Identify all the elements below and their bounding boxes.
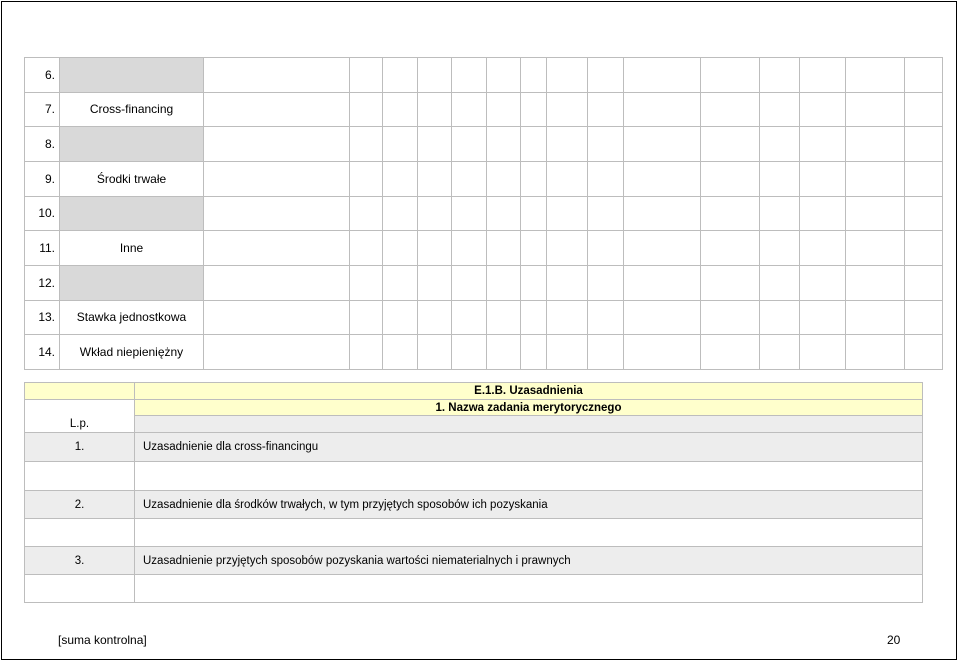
row-number: 14.: [25, 335, 60, 370]
grid-row: [25, 300, 943, 335]
grid-cell[interactable]: [760, 127, 800, 162]
row-number: 8.: [25, 127, 60, 162]
task-name-label: 1. Nazwa zadania merytorycznego: [135, 400, 923, 416]
grid-cell[interactable]: [487, 196, 521, 231]
grid-cell[interactable]: [521, 127, 547, 162]
grid-cell[interactable]: [846, 265, 905, 300]
grid-cell[interactable]: [452, 231, 487, 266]
grid-cell[interactable]: [418, 300, 452, 335]
task-name-input[interactable]: [135, 416, 923, 433]
row-number: 11.: [25, 231, 60, 266]
grid-cell[interactable]: [204, 58, 350, 93]
grid-cell[interactable]: [624, 161, 701, 196]
grid-row: [25, 265, 943, 300]
grid-cell[interactable]: [846, 231, 905, 266]
grid-cell[interactable]: [905, 300, 943, 335]
row-number: 6.: [25, 58, 60, 93]
grid-cell[interactable]: [350, 196, 383, 231]
grid-cell[interactable]: [588, 265, 624, 300]
row-number: 10.: [25, 196, 60, 231]
grid-cell[interactable]: [487, 335, 521, 370]
grid-cell[interactable]: [547, 265, 588, 300]
grid-row: [25, 196, 943, 231]
grid-cell[interactable]: [588, 161, 624, 196]
grid-cell[interactable]: [521, 265, 547, 300]
grid-cell[interactable]: [350, 92, 383, 127]
grid-cell[interactable]: [588, 196, 624, 231]
grid-cell[interactable]: [350, 265, 383, 300]
grid-cell[interactable]: [701, 196, 760, 231]
item-2-input[interactable]: [135, 519, 923, 547]
row-number: 7.: [25, 92, 60, 127]
grid-cell[interactable]: [452, 196, 487, 231]
grid-cell[interactable]: [418, 335, 452, 370]
grid-cell[interactable]: [905, 265, 943, 300]
section-title: E.1.B. Uzasadnienia: [135, 383, 923, 400]
justification-table: [24, 382, 923, 603]
row-label: Stawka jednostkowa: [60, 300, 204, 335]
grid-cell[interactable]: [383, 231, 418, 266]
grid-cell[interactable]: [547, 161, 588, 196]
grid-cell[interactable]: [383, 161, 418, 196]
grid-cell[interactable]: [452, 300, 487, 335]
row-label: Środki trwałe: [60, 161, 204, 196]
grid-cell[interactable]: [588, 127, 624, 162]
grid-cell[interactable]: [846, 335, 905, 370]
grid-cell[interactable]: [624, 127, 701, 162]
grid-cell[interactable]: [547, 92, 588, 127]
grid-cell[interactable]: [701, 92, 760, 127]
grid-cell[interactable]: [905, 58, 943, 93]
grid-cell[interactable]: [701, 300, 760, 335]
item-1-label: Uzasadnienie dla cross-financingu: [135, 433, 923, 462]
grid-cell[interactable]: [800, 196, 846, 231]
grid-cell[interactable]: [383, 196, 418, 231]
row-label: [60, 127, 204, 162]
grid-cell[interactable]: [418, 231, 452, 266]
grid-cell[interactable]: [624, 300, 701, 335]
grid-row: [25, 231, 943, 266]
grid-cell[interactable]: [350, 231, 383, 266]
row-number: 13.: [25, 300, 60, 335]
row-label: Cross-financing: [60, 92, 204, 127]
grid-cell[interactable]: [624, 265, 701, 300]
row-number: 12.: [25, 265, 60, 300]
grid-cell[interactable]: [452, 335, 487, 370]
grid-cell[interactable]: [487, 92, 521, 127]
grid-cell[interactable]: [452, 161, 487, 196]
grid-cell[interactable]: [204, 231, 350, 266]
grid-cell[interactable]: [624, 196, 701, 231]
page-number: 20: [887, 633, 901, 647]
grid-cell[interactable]: [760, 58, 800, 93]
grid-cell[interactable]: [547, 127, 588, 162]
grid-cell[interactable]: [521, 92, 547, 127]
grid-cell[interactable]: [204, 127, 350, 162]
grid-cell[interactable]: [701, 265, 760, 300]
grid-cell[interactable]: [800, 92, 846, 127]
grid-cell[interactable]: [350, 335, 383, 370]
grid-cell[interactable]: [701, 335, 760, 370]
grid-cell[interactable]: [452, 127, 487, 162]
grid-cell[interactable]: [350, 161, 383, 196]
grid-cell[interactable]: [204, 161, 350, 196]
row-label: [60, 58, 204, 93]
grid-cell[interactable]: [905, 231, 943, 266]
grid-cell[interactable]: [800, 58, 846, 93]
grid-cell[interactable]: [905, 196, 943, 231]
grid-cell[interactable]: [760, 92, 800, 127]
grid-cell[interactable]: [383, 58, 418, 93]
grid-cell[interactable]: [905, 92, 943, 127]
grid-cell[interactable]: [418, 92, 452, 127]
grid-cell[interactable]: [760, 265, 800, 300]
grid-cell[interactable]: [588, 58, 624, 93]
grid-cell[interactable]: [624, 58, 701, 93]
grid-cell[interactable]: [487, 161, 521, 196]
grid-cell[interactable]: [701, 58, 760, 93]
grid-cell[interactable]: [846, 58, 905, 93]
grid-cell[interactable]: [487, 127, 521, 162]
grid-cell[interactable]: [624, 231, 701, 266]
grid-row: [25, 58, 943, 93]
grid-cell[interactable]: [418, 127, 452, 162]
grid-cell[interactable]: [701, 231, 760, 266]
grid-cell[interactable]: [452, 265, 487, 300]
item-2-num: 2.: [25, 491, 135, 519]
grid-cell[interactable]: [383, 127, 418, 162]
grid-cell[interactable]: [487, 300, 521, 335]
budget-grid: [24, 57, 943, 370]
grid-cell[interactable]: [521, 300, 547, 335]
grid-cell[interactable]: [588, 300, 624, 335]
grid-cell[interactable]: [383, 335, 418, 370]
grid-cell[interactable]: [547, 58, 588, 93]
row-label: Inne: [60, 231, 204, 266]
grid-cell[interactable]: [204, 92, 350, 127]
grid-cell[interactable]: [418, 265, 452, 300]
grid-cell[interactable]: [204, 335, 350, 370]
grid-cell[interactable]: [624, 335, 701, 370]
grid-row: [25, 127, 943, 162]
grid-cell[interactable]: [521, 161, 547, 196]
grid-cell[interactable]: [204, 265, 350, 300]
item-3-num: 3.: [25, 547, 135, 575]
grid-cell[interactable]: [350, 58, 383, 93]
grid-row: [25, 161, 943, 196]
lp-header: L.p.: [25, 400, 135, 433]
grid-cell[interactable]: [800, 127, 846, 162]
grid-cell[interactable]: [521, 58, 547, 93]
item-3-input[interactable]: [135, 575, 923, 603]
grid-cell[interactable]: [418, 58, 452, 93]
grid-row: [25, 92, 943, 127]
grid-cell[interactable]: [452, 58, 487, 93]
item-2-label: Uzasadnienie dla środków trwałych, w tym przyjętych sposobów ich pozyskania: [135, 491, 923, 519]
grid-cell[interactable]: [846, 92, 905, 127]
grid-cell[interactable]: [547, 196, 588, 231]
grid-cell[interactable]: [204, 300, 350, 335]
row-label: Wkład niepieniężny: [60, 335, 204, 370]
row-label: [60, 196, 204, 231]
grid-cell[interactable]: [800, 161, 846, 196]
grid-cell[interactable]: [521, 231, 547, 266]
grid-cell[interactable]: [547, 300, 588, 335]
grid-cell[interactable]: [800, 335, 846, 370]
grid-cell[interactable]: [760, 335, 800, 370]
grid-cell[interactable]: [383, 300, 418, 335]
grid-cell[interactable]: [701, 161, 760, 196]
grid-cell[interactable]: [760, 196, 800, 231]
grid-cell[interactable]: [547, 231, 588, 266]
grid-cell[interactable]: [547, 335, 588, 370]
grid-cell[interactable]: [350, 300, 383, 335]
grid-cell[interactable]: [624, 92, 701, 127]
grid-cell[interactable]: [418, 196, 452, 231]
grid-cell[interactable]: [588, 335, 624, 370]
grid-row: [25, 335, 943, 370]
grid-cell[interactable]: [383, 92, 418, 127]
grid-cell[interactable]: [521, 196, 547, 231]
grid-cell[interactable]: [846, 196, 905, 231]
grid-cell[interactable]: [846, 127, 905, 162]
grid-cell[interactable]: [800, 265, 846, 300]
grid-cell[interactable]: [350, 127, 383, 162]
grid-cell[interactable]: [760, 231, 800, 266]
row-label: [60, 265, 204, 300]
grid-cell[interactable]: [452, 92, 487, 127]
grid-cell[interactable]: [588, 92, 624, 127]
row-number: 9.: [25, 161, 60, 196]
grid-cell[interactable]: [800, 231, 846, 266]
grid-cell[interactable]: [846, 300, 905, 335]
grid-cell[interactable]: [383, 265, 418, 300]
grid-cell[interactable]: [800, 300, 846, 335]
grid-cell[interactable]: [905, 127, 943, 162]
grid-cell[interactable]: [588, 231, 624, 266]
grid-cell[interactable]: [760, 161, 800, 196]
grid-cell[interactable]: [760, 300, 800, 335]
grid-cell[interactable]: [905, 161, 943, 196]
grid-cell[interactable]: [701, 127, 760, 162]
grid-cell[interactable]: [487, 265, 521, 300]
grid-cell[interactable]: [905, 335, 943, 370]
item-1-input[interactable]: [135, 462, 923, 491]
checksum-label: [suma kontrolna]: [58, 633, 147, 647]
grid-cell[interactable]: [521, 335, 547, 370]
item-1-num: 1.: [25, 433, 135, 462]
item-3-label: Uzasadnienie przyjętych sposobów pozyskania wartości niematerialnych i prawnych: [135, 547, 923, 575]
grid-cell[interactable]: [204, 196, 350, 231]
grid-cell[interactable]: [846, 161, 905, 196]
grid-cell[interactable]: [487, 58, 521, 93]
grid-cell[interactable]: [418, 161, 452, 196]
grid-cell[interactable]: [487, 231, 521, 266]
